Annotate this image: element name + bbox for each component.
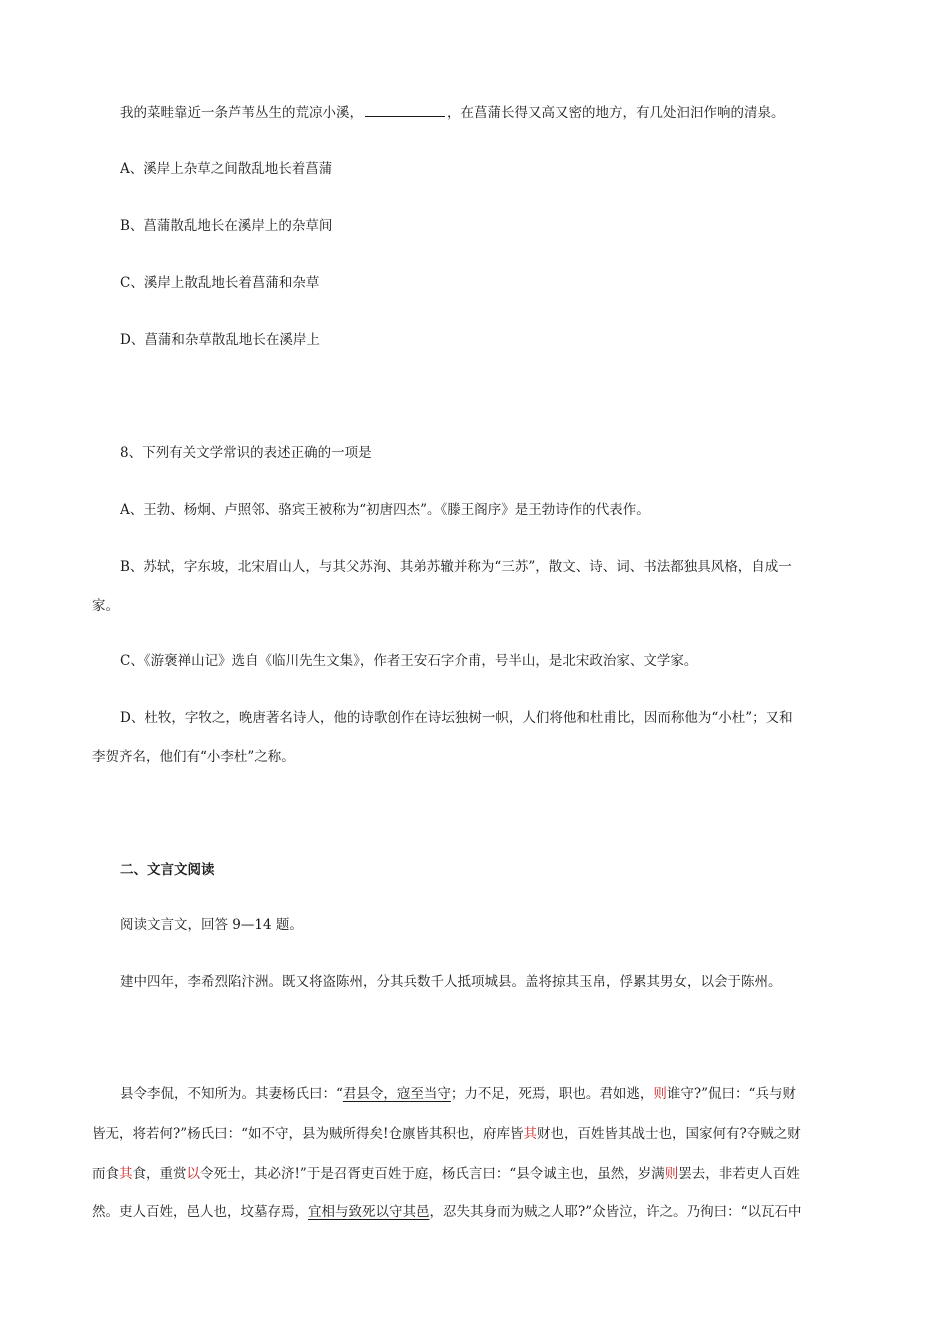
text-run: ；力不足，死焉，职也。君如逃，: [450, 1086, 654, 1102]
highlighted-word: 其: [523, 1126, 537, 1142]
text-run: 而食: [92, 1166, 119, 1182]
section-instruction: 阅读文言文，回答 9—14 题。: [120, 917, 303, 933]
text-run: 谁守?”侃曰：“兵与财: [666, 1086, 796, 1102]
q7-stem-before: 我的菜畦靠近一条芦苇丛生的荒凉小溪，: [120, 105, 363, 121]
q8-stem: 8、下列有关文学常识的表述正确的一项是: [120, 445, 372, 461]
text-run: 财也，百姓皆其战士也，国家何有?夺贼之财: [536, 1126, 801, 1142]
text-run: ，忍失其身而为贼之人耶?”众皆泣，许之。乃徇曰：“以瓦石中: [429, 1204, 802, 1220]
underlined-phrase: 宜相与致死以守其邑: [308, 1204, 430, 1220]
q7-option-a: A、溪岸上杂草之间散乱地长着菖蒲: [120, 161, 333, 177]
text-run: 令死士，其必济!”于是召胥吏百姓于庭，杨氏言曰：“县令诚主也，虽然，岁满: [200, 1166, 665, 1182]
q7-stem: [120, 102, 880, 123]
q8-option-b-line2: 家。: [92, 598, 119, 614]
q8-option-a: A、王勃、杨炯、卢照邻、骆宾王被称为“初唐四杰”。《滕王阁序》是王勃诗作的代表作。: [120, 502, 650, 518]
text-run: 然。吏人百姓，邑人也，坟墓存焉，: [92, 1204, 308, 1220]
highlighted-word: 以: [186, 1166, 200, 1182]
q8-option-d-line2: 李贺齐名，他们有“小李杜”之称。: [92, 749, 295, 765]
underlined-phrase: 君县令，寇至当守: [342, 1086, 451, 1102]
passage-p2-line1: [120, 1084, 880, 1104]
highlighted-word: 则: [664, 1166, 679, 1182]
highlighted-word: 其: [119, 1166, 133, 1182]
section-heading: 二、文言文阅读: [120, 862, 215, 878]
q7-option-d: D、菖蒲和杂草散乱地长在溪岸上: [120, 332, 320, 348]
text-run: 皆无，将若何?”杨氏曰：“如不守，县为贼所得矣!仓廪皆其积也，府库皆: [92, 1126, 524, 1142]
passage-p2-line2: [92, 1124, 852, 1144]
text-run: 食，重赏: [132, 1166, 187, 1182]
q8-option-c: C、《游褒禅山记》选自《临川先生文集》，作者王安石字介甫，号半山，是北宋政治家、文学家。: [120, 653, 698, 669]
q7-stem-after: ，在菖蒲长得又高又密的地方，有几处汩汩作响的清泉。: [447, 105, 785, 121]
q8-option-d-line1: D、杜牧，字牧之，晚唐著名诗人，他的诗歌创作在诗坛独树一帜，人们将他和杜甫比，因而称他为“小杜”；又和: [120, 710, 793, 726]
passage-paragraph-1: 建中四年，李希烈陷汴洲。既又将盗陈州，分其兵数千人抵项城县。盖将掠其玉帛，俘累其男女，以会于陈州。: [120, 974, 782, 990]
passage-p2-line3: [92, 1164, 852, 1184]
answer-blank: [365, 102, 445, 117]
q8-option-b-line1: B、苏轼，字东坡，北宋眉山人，与其父苏洵、其弟苏辙并称为“三苏”，散文、诗、词、书法都独具风格，自成一: [120, 559, 792, 575]
text-run: 罢去，非若吏人百姓: [678, 1166, 800, 1182]
q7-option-c: C、溪岸上散乱地长着菖蒲和杂草: [120, 275, 320, 291]
text-run: 县令李侃，不知所为。其妻杨氏曰：“: [120, 1086, 343, 1102]
q7-option-b: B、菖蒲散乱地长在溪岸上的杂草间: [120, 218, 333, 234]
passage-p2-line4: [92, 1202, 852, 1222]
highlighted-word: 则: [653, 1086, 667, 1102]
